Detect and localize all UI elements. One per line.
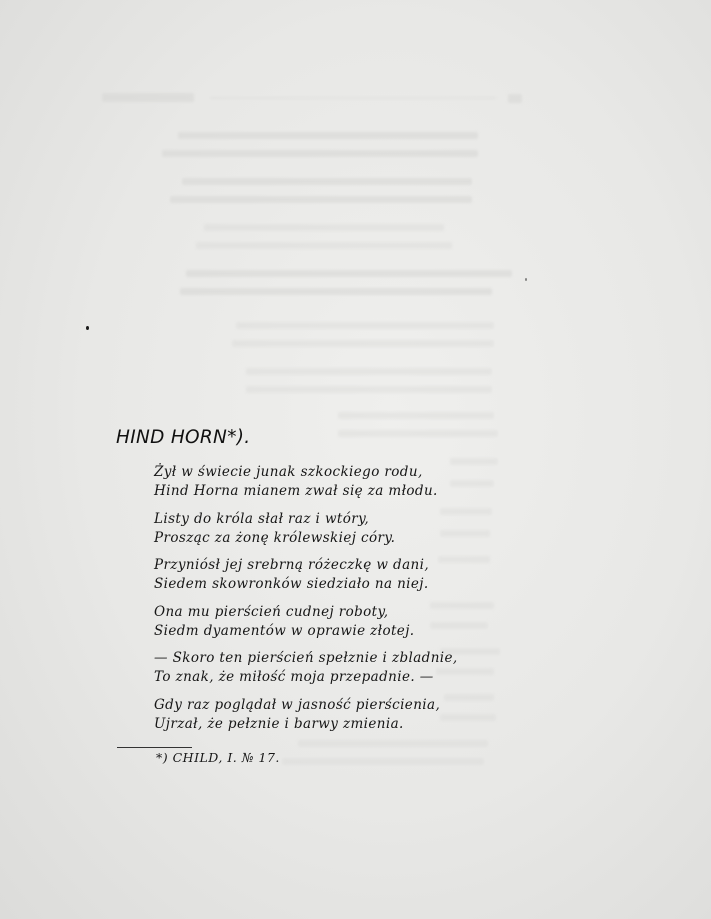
ink-speck [86, 326, 89, 330]
bleed-through-line [338, 412, 494, 419]
bleed-through-line [246, 368, 492, 375]
footnote: *) CHILD, I. № 17. [156, 750, 280, 765]
bleed-through-line [178, 132, 478, 139]
bleed-through-header-rule [210, 97, 496, 99]
bleed-through-line [182, 178, 472, 185]
verse-line: Ona mu pierścień cudnej roboty, [154, 603, 389, 620]
verse-line: — Skoro ten pierścień spełznie i zbladnie, [154, 650, 458, 666]
verse-line: Siedem skowronków siedziało na niej. [154, 576, 429, 592]
stanza [154, 556, 514, 594]
bleed-through-line [186, 270, 512, 277]
bleed-through-line [204, 224, 444, 231]
ink-speck [525, 278, 527, 281]
bleed-through-line [162, 150, 478, 157]
stanza [154, 696, 514, 734]
poem-body [154, 463, 514, 742]
bleed-through-line [196, 242, 452, 249]
bleed-through-line [170, 196, 472, 203]
verse-line: Prosząc za żonę królewskiej córy. [154, 529, 396, 546]
verse-line: Żył w świecie junak szkockiego rodu, [154, 464, 423, 480]
footnote-divider [117, 747, 192, 748]
bleed-through-line [236, 322, 494, 329]
bleed-through-line [232, 340, 494, 347]
verse-line: Hind Horna mianem zwał się za młodu. [154, 483, 438, 499]
bleed-through-page-number [508, 94, 522, 103]
verse-line: Listy do króla słał raz i wtóry, [154, 510, 370, 527]
stanza [154, 510, 514, 548]
stanza [154, 603, 514, 641]
stanza [154, 463, 514, 501]
verse-line: To znak, że miłość moja przepadnie. — [154, 669, 434, 685]
verse-line: Gdy raz poglądał w jasność pierścienia, [154, 696, 441, 713]
poem-title: HIND HORN*). [116, 427, 251, 448]
verse-line: Ujrzał, że pełznie i barwy zmienia. [154, 715, 404, 732]
stanza [154, 649, 514, 687]
bleed-through-line [338, 430, 498, 437]
bleed-through-margin [282, 758, 484, 765]
verse-line: Siedm dyamentów w oprawie złotej. [154, 622, 415, 639]
bleed-through-header [102, 93, 194, 102]
bleed-through-line [180, 288, 492, 295]
bleed-through-line [246, 386, 492, 393]
verse-line: Przyniósł jej srebrną różeczkę w dani, [154, 557, 430, 573]
